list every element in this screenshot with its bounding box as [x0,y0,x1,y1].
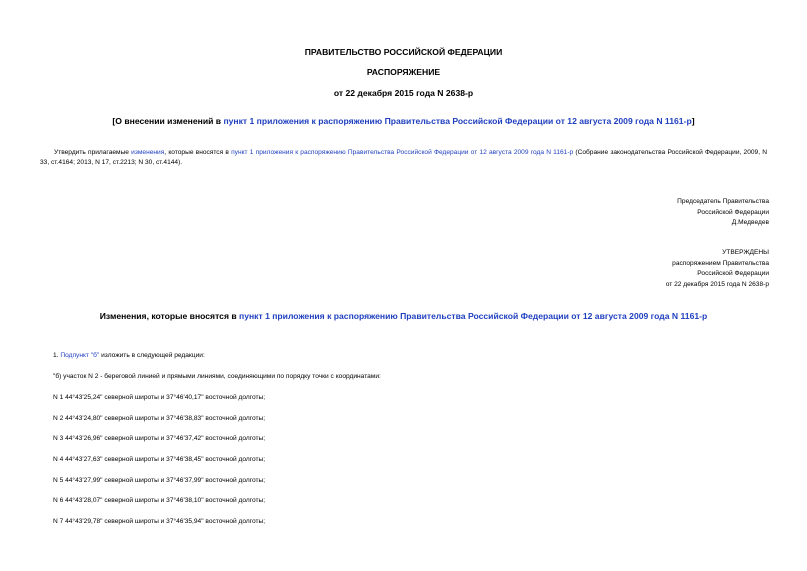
doc-date-heading: от 22 декабря 2015 года N 2638-р [333,88,474,98]
approved-line-1: УТВЕРЖДЕНЫ [722,249,769,256]
point-item: N 1 44°43'25,24" северной широты и 37°46'40,17" восточной долготы; [53,394,266,401]
signature-line-3: Д.Медведев [731,219,769,227]
clause-1-text: изложить в следующей редакции: [99,352,205,359]
clause-1-number: 1. [53,352,61,359]
title-suffix: ] [691,116,695,126]
clause-b: "б) участок N 2 - береговой линией и прямыми линиями, соединяющими по порядку точки с координатами: [53,373,381,380]
section-title-link[interactable]: пункт 1 приложения к распоряжению Правительства Российской Федерации от 12 августа 2009 года N 1161-р [239,311,708,321]
approved-line-3: Российской Федерации [697,270,769,278]
point-item: N 5 44°43'27,99" северной широты и 37°46'37,99" восточной долготы; [53,477,266,484]
tail-text: (Собрание законодательства Российской Федерации, 2009, N 33, ст.4164; 2013, N 17, ст.2213; N 30, ст.4144). [40,149,767,166]
point-item: N 3 44°43'26,96" северной широты и 37°46'37,42" восточной долготы; [53,435,266,442]
authority-heading: ПРАВИТЕЛЬСТВО РОССИЙСКОЙ ФЕДЕРАЦИИ [304,47,503,57]
point-item: N 2 44°43'24,80" северной широты и 37°46'38,83" восточной долготы; [53,415,266,422]
approved-block [666,248,769,290]
document-title [40,116,767,126]
title-prefix: [О внесении изменений в [112,116,224,126]
signature-line-1: Председатель Правительства [677,198,769,205]
approval-paragraph [40,148,767,167]
approved-line-2: распоряжением Правительства [672,259,769,267]
approve-text: Утвердить прилагаемые [54,149,132,156]
subclause-link[interactable]: Подпункт "б" [60,352,100,359]
reference-link[interactable]: пункт 1 приложения к распоряжению Правительства Российской Федерации от 12 августа 2009 года N 1161-р [231,149,574,156]
point-item: N 7 44°43'29,78" северной широты и 37°46'35,94" восточной долготы; [53,518,266,525]
signature-block [677,197,769,229]
point-item: N 6 44°43'28,07" северной широты и 37°46'38,10" восточной долготы; [53,497,266,504]
signature-line-2: Российской Федерации [697,208,769,216]
doc-type-heading: РАСПОРЯЖЕНИЕ [366,67,441,77]
title-reference-link[interactable]: пункт 1 приложения к распоряжению Правительства Российской Федерации от 12 августа 2009 года N 1161-р [223,116,692,126]
section-title [20,311,787,321]
changes-link[interactable]: изменения [131,149,165,156]
section-title-prefix: Изменения, которые вносятся в [99,311,240,321]
point-item: N 4 44°43'27,63" северной широты и 37°46'38,45" восточной долготы; [53,456,266,463]
mid-text: , которые вносятся в [164,149,232,156]
clause-1 [53,352,205,359]
approved-line-4: от 22 декабря 2015 года N 2638-р [665,280,769,288]
